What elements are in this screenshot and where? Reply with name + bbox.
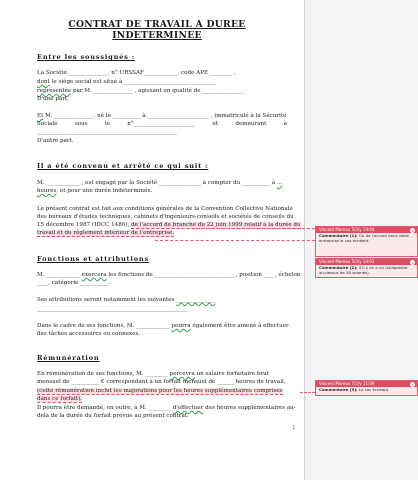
- agreed-line-5: 15 décembre 1987 (IDCC 1486), de l'accord de branche du 22 juin 1999 relatif à la durée du: [37, 222, 301, 228]
- agreed-line-2: heures, et pour une durée indéterminée.: [37, 188, 153, 194]
- parties-line-5: Et M. ______________, né le __________ à ______________________ , immatriculé à la Sécurité: [37, 113, 287, 119]
- spelling-flag[interactable]: dont: [37, 79, 50, 85]
- comment-connector-1: [196, 228, 315, 229]
- comment-balloon-1[interactable]: [315, 226, 418, 257]
- heading-functions: Fonctions et attributions: [37, 255, 150, 263]
- close-icon[interactable]: ×: [410, 381, 415, 387]
- comment-anchor-1[interactable]: de l'accord de branche du 22 juin 1999 relatif à la durée du: [131, 222, 301, 228]
- agreed-line-3: Le présent contrat est fait aux conditions générales de la Convention Collective Nationale: [37, 206, 293, 212]
- comment-header: Vincent Moreau 5/2/y 14:03 ×: [316, 259, 417, 265]
- comment-connector-3: [300, 392, 315, 393]
- parties-line-2: dont le siège social est situé à _________________________________: [37, 79, 217, 85]
- comment-balloon-2[interactable]: [315, 258, 418, 278]
- comment-header: Vincent Moreau 7/2/y 11:09 ×: [316, 381, 417, 387]
- spelling-flag[interactable]: représentée: [37, 88, 72, 94]
- agreed-line-6: [37, 230, 287, 237]
- comment-body: Commentaire [2]: S'il y en a un (obligatoire au-dessus de 50 salariés).: [319, 265, 408, 275]
- spelling-flag[interactable]: Et: [37, 113, 44, 119]
- remuneration-line-4: [37, 396, 287, 403]
- functions-line-5: Dans le cadre de ses fonctions, M. ____________ pourra également être amené à effectuer: [37, 323, 289, 329]
- functions-line-1: M. ____________ exercera les fonctions de _____________________________, position ____, échelon: [37, 272, 301, 278]
- parties-line-1: La Société ______________, n° URSSAF____________, code APE ________ ,: [37, 70, 236, 76]
- spelling-flag[interactable]: ______________: [176, 297, 216, 303]
- close-icon[interactable]: ×: [410, 227, 415, 233]
- functions-line-2: ____, catégorie __________.: [37, 280, 111, 286]
- comment-balloon-3[interactable]: [315, 380, 418, 396]
- close-icon[interactable]: ×: [410, 259, 415, 265]
- comment-header: Vincent Moreau 5/2/y 14:04 ×: [316, 227, 417, 233]
- agreed-line-4: des bureaux d'études techniques, cabinets d'ingénieurs-conseils et sociétés de conseils du: [37, 214, 294, 220]
- heading-parties: Entre les soussignés :: [37, 53, 136, 61]
- parties-line-4: D'une part,: [37, 96, 69, 102]
- spelling-flag[interactable]: heures: [37, 188, 57, 194]
- agreed-line-1: M. ____________ , est engagé par la Société _______________ à compter du __________ à …: [37, 180, 283, 186]
- spelling-flag[interactable]: d'effectuer: [172, 405, 204, 411]
- comment-anchor-2[interactable]: travail et du règlement intérieur de l'entreprise.: [37, 230, 175, 236]
- remuneration-line-2: mensuel de __________ € correspondant à un forfait mensuel de ______ heures de travail,: [37, 379, 286, 385]
- page-number: 1: [292, 425, 296, 431]
- comment-body: Commentaire [3]: Le cas échéant: [319, 387, 389, 392]
- comment-body: Commentaire [1]: Ou de l'accord dans votre entreprise le cas échéant.: [319, 233, 409, 243]
- spelling-flag[interactable]: exercera: [81, 272, 107, 278]
- parties-line-6: Sociale sous le n°______________________ et demeurant à: [37, 121, 287, 127]
- remuneration-line-1: En rémunération de ses fonctions, M. ________ percevra un salaire forfaitaire brut: [37, 371, 269, 377]
- spelling-flag[interactable]: …: [277, 180, 283, 186]
- heading-agreed: Il a été convenu et arrêté ce qui suit :: [37, 162, 209, 170]
- functions-line-4: ______________________________________________________: [37, 306, 189, 312]
- parties-line-3: représentée par M. ______________ , agissant en qualité de _______________: [37, 88, 245, 94]
- parties-line-8: D'autre part.: [37, 138, 74, 144]
- functions-line-3: Ses attributions seront notamment les suivantes ______________: [37, 297, 216, 303]
- spelling-flag[interactable]: pourra: [171, 323, 191, 329]
- remuneration-line-3: [37, 388, 287, 395]
- comment-connector-2: [155, 240, 315, 241]
- parties-line-7: __________________________________________________: [37, 129, 177, 135]
- heading-remuneration: Rémunération: [37, 354, 100, 362]
- comment-anchor-3[interactable]: (cette rémunération inclut les majorations pour les heures supplémentaires comprises: [37, 388, 283, 394]
- spelling-flag[interactable]: percevra: [169, 371, 195, 377]
- remuneration-line-6: delà de la durée du forfait prévue au présent contrat.: [37, 413, 189, 419]
- functions-line-6: des tâches accessoires ou connexes.: [37, 331, 141, 337]
- document-title: CONTRAT DE TRAVAIL A DUREE INDETERMINEE: [68, 19, 246, 41]
- comment-anchor-3-cont[interactable]: dans ce forfait).: [37, 396, 82, 402]
- remuneration-line-5: Il pourra être demandé, en outre, à M. ________ d'effectuer des heures supplémentaires au-: [37, 405, 296, 411]
